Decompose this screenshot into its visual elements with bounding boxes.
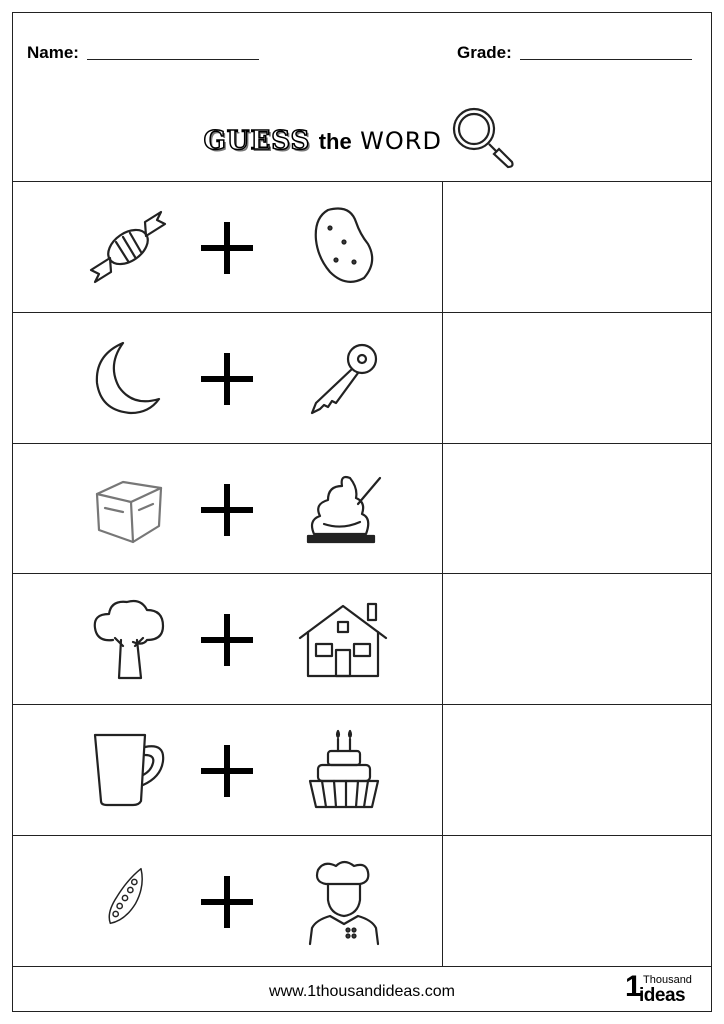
answer-cell[interactable] bbox=[443, 182, 711, 312]
name-field bbox=[27, 43, 259, 63]
pea-pod-icon bbox=[83, 856, 173, 946]
plus-sign bbox=[201, 614, 253, 666]
answer-cell[interactable] bbox=[443, 444, 711, 574]
name-line[interactable] bbox=[87, 58, 259, 60]
picture-cell bbox=[13, 836, 443, 966]
cake-icon bbox=[298, 725, 388, 815]
key-icon bbox=[298, 333, 388, 423]
plus-sign bbox=[201, 745, 253, 797]
plus-sign bbox=[201, 222, 253, 274]
worksheet-header bbox=[13, 13, 711, 182]
answer-cell[interactable] bbox=[443, 705, 711, 835]
cup-icon bbox=[83, 725, 173, 815]
title-word-word: WORD bbox=[360, 127, 442, 155]
grade-line[interactable] bbox=[520, 58, 692, 60]
magnifier-icon bbox=[446, 101, 520, 175]
picture-cell bbox=[13, 705, 443, 835]
word-grid bbox=[13, 182, 711, 967]
candy-icon bbox=[83, 202, 173, 292]
grade-field bbox=[457, 43, 692, 63]
puzzle-row bbox=[13, 574, 711, 705]
worksheet bbox=[12, 12, 712, 1012]
brand-logo: 1 Thousand ideas bbox=[625, 970, 692, 1006]
title-word-guess: GUESS bbox=[203, 126, 311, 156]
picture-cell bbox=[13, 313, 443, 443]
plus-sign bbox=[201, 353, 253, 405]
puzzle-row bbox=[13, 313, 711, 444]
website-url: www.1thousandideas.com bbox=[269, 983, 455, 1000]
ice-cube-icon bbox=[83, 464, 173, 554]
chef-icon bbox=[298, 856, 388, 946]
answer-cell[interactable] bbox=[443, 574, 711, 704]
title-word-the: the bbox=[318, 129, 352, 154]
picture-cell bbox=[13, 182, 443, 312]
picture-cell bbox=[13, 574, 443, 704]
footer bbox=[13, 968, 711, 1011]
plus-sign bbox=[201, 484, 253, 536]
puzzle-row bbox=[13, 444, 711, 575]
cream-icon bbox=[298, 464, 388, 554]
puzzle-row bbox=[13, 836, 711, 967]
answer-cell[interactable] bbox=[443, 836, 711, 966]
potato-icon bbox=[298, 202, 388, 292]
tree-icon bbox=[83, 594, 173, 684]
puzzle-row bbox=[13, 705, 711, 836]
plus-sign bbox=[201, 876, 253, 928]
house-icon bbox=[298, 594, 388, 684]
name-label: Name: bbox=[27, 43, 79, 62]
picture-cell bbox=[13, 444, 443, 574]
moon-icon bbox=[83, 333, 173, 423]
grade-label: Grade: bbox=[457, 43, 512, 62]
page-title bbox=[13, 101, 711, 171]
puzzle-row bbox=[13, 182, 711, 313]
answer-cell[interactable] bbox=[443, 313, 711, 443]
